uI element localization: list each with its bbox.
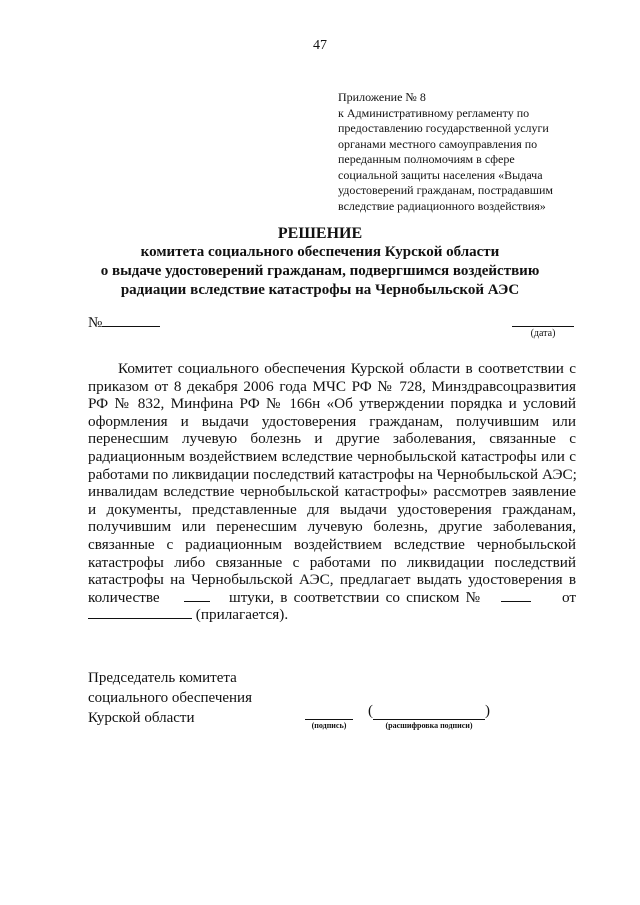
attached-line <box>88 606 576 624</box>
list-number-blank <box>501 589 531 602</box>
quantity-line <box>88 589 576 607</box>
date-caption: (дата) <box>530 328 556 339</box>
signature-caption: (подпись) <box>311 721 347 730</box>
quantity-prefix: количестве <box>88 588 160 606</box>
signatory-line: Председатель комитета <box>88 670 237 686</box>
body-line: катастрофы либо связанные с работами по ликвидации последствий <box>88 553 576 571</box>
appendix-note <box>338 90 600 214</box>
appendix-line: органами местного самоуправления по <box>338 136 538 151</box>
appendix-line: Приложение № 8 <box>338 90 426 104</box>
decode-blank <box>373 705 485 720</box>
appendix-line: удостоверений гражданам, пострадавшим <box>338 183 554 197</box>
signatory-title <box>88 668 252 728</box>
decode-bracket-row <box>368 702 490 720</box>
heading-line: комитета социального обеспечения Курской области <box>140 244 500 260</box>
body-line: получившим или перенесшим лучевую болезнь, другие заболевания, <box>88 518 576 536</box>
signature-field <box>305 707 353 732</box>
appendix-line: предоставлению государственной услуги <box>338 121 549 135</box>
number-label: № <box>88 315 103 331</box>
quantity-blank <box>184 589 210 602</box>
close-bracket: ) <box>485 703 490 719</box>
body-line: радиационным воздействием вследствие чернобыльской катастрофы или с <box>88 447 576 465</box>
date-blank <box>512 314 574 327</box>
body-line: перенесшим лучевую болезнь и другие заболевания, связанные с <box>88 430 576 448</box>
body-line: работами по ликвидации последствий катастрофы на Чернобыльской АЭС; <box>88 465 577 483</box>
document-title: РЕШЕНИЕ <box>277 225 363 242</box>
page-number: 47 <box>313 38 327 53</box>
appendix-line: к Административному регламенту по <box>338 105 530 120</box>
body-line: РФ № 832, Минфина РФ № 166н «Об утверждении порядка и условий <box>88 395 576 413</box>
heading-line: радиации вследствие катастрофы на Чернобыльской АЭС <box>120 282 520 298</box>
signatory-line: социального обеспечения <box>88 690 252 706</box>
list-date-blank <box>88 606 192 619</box>
number-blank <box>102 312 160 327</box>
body-line: катастрофы на Чернобыльской АЭС, предлагает выдать удостоверения в <box>88 571 576 589</box>
body-line: связанные с радиационным воздействием вследствие чернобыльской <box>88 535 576 553</box>
body-line: Комитет социального обеспечения Курской области в соответствии с <box>118 360 576 377</box>
signature-blank <box>305 707 353 720</box>
attached-text: (прилагается). <box>195 606 289 624</box>
body-line: оформления и выдачи удостоверения гражданам, получившим или <box>88 412 576 430</box>
decision-number-field <box>88 312 160 332</box>
signature-decode-field <box>368 702 490 732</box>
appendix-line: социальной защиты населения «Выдача <box>338 167 543 182</box>
open-bracket: ( <box>368 703 373 719</box>
heading-line: о выдаче удостоверений гражданам, подвергшимся воздействию <box>100 263 540 279</box>
date-field <box>512 314 574 340</box>
appendix-line: вследствие радиационного воздействия» <box>338 198 546 213</box>
body-line: и документы, представленные для выдачи удостоверения гражданам, <box>88 500 576 518</box>
quantity-middle: штуки, в соответствии со списком № <box>229 588 483 606</box>
quantity-suffix: от <box>562 588 577 606</box>
appendix-line: переданным полномочиям в сфере <box>338 152 515 166</box>
document-heading <box>0 224 640 300</box>
decision-body <box>88 360 576 624</box>
decode-caption: (расшифровка подписи) <box>385 721 473 730</box>
body-line: приказом от 8 декабря 2006 года МЧС РФ № 728, Минздравсоцразвития <box>88 377 576 395</box>
signatory-line: Курской области <box>88 710 195 726</box>
body-line: инвалидам вследствие чернобыльской катастрофы» рассмотрев заявление <box>88 483 576 501</box>
